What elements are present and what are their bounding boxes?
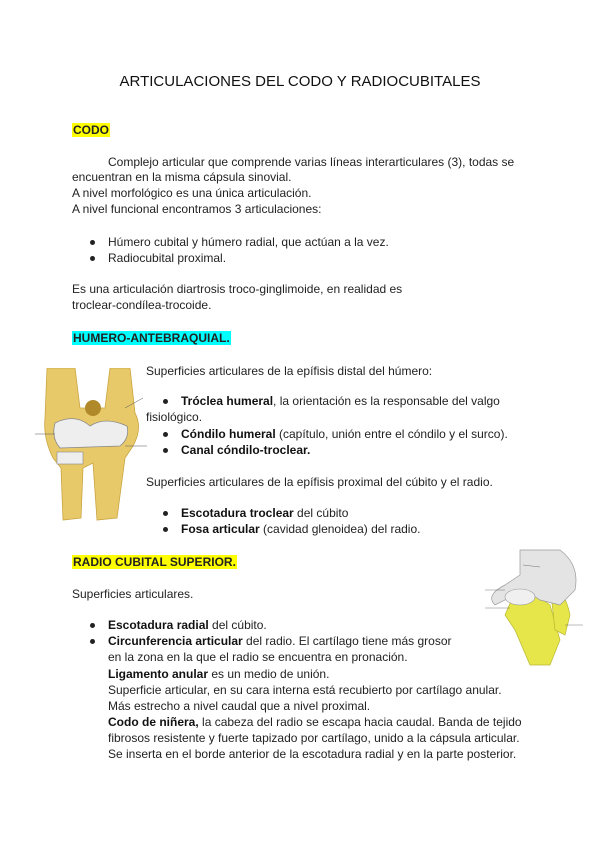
term: Ligamento anular <box>108 667 209 681</box>
term: Circunferencia articular <box>108 634 243 648</box>
paragraph <box>108 667 329 682</box>
term: Cóndilo humeral <box>181 427 276 441</box>
section-heading-humero: HUMERO-ANTEBRAQUIAL. <box>73 331 230 345</box>
paragraph: Superficie articular, en su cara interna está recubierto por cartílago anular. <box>108 683 502 697</box>
list-item-continuation: fisiológico. <box>146 410 203 424</box>
paragraph: A nivel morfológico es una única articulación. <box>72 186 312 200</box>
bullet-icon <box>163 432 168 437</box>
paragraph: Superficies articulares de la epífisis proximal del cúbito y el radio. <box>146 475 493 489</box>
paragraph: encuentran en la misma cápsula sinovial. <box>72 170 292 184</box>
paragraph: Es una articulación diartrosis troco-ginglimoide, en realidad es <box>72 282 403 296</box>
bullet-icon <box>163 511 168 516</box>
bullet-icon <box>163 399 168 404</box>
bullet-icon <box>90 639 95 644</box>
paragraph-text: la cabeza del radio se escapa hacia caudal. Banda de tejido <box>198 715 522 729</box>
paragraph: Más estrecho a nivel caudal que a nivel proximal. <box>108 699 371 713</box>
list-item: Húmero cubital y húmero radial, que actúan a la vez. <box>108 235 389 249</box>
list-item: Radiocubital proximal. <box>108 251 227 265</box>
list-item-text: , la orientación es la responsable del valgo <box>273 394 500 408</box>
term: Escotadura troclear <box>181 506 294 520</box>
paragraph-text: es un medio de unión. <box>208 667 330 681</box>
list-item <box>181 506 348 521</box>
page-title: ARTICULACIONES DEL CODO Y RADIOCUBITALES <box>119 73 481 90</box>
list-item <box>181 443 310 458</box>
bullet-icon <box>163 527 168 532</box>
term: Escotadura radial <box>108 618 209 632</box>
bullet-icon <box>163 448 168 453</box>
list-item-text: (cavidad glenoidea) del radio. <box>259 522 421 536</box>
elbow-anatomy-figure <box>35 368 147 526</box>
section-heading-codo: CODO <box>73 123 109 137</box>
paragraph <box>108 715 522 730</box>
section-heading-radio: RADIO CUBITAL SUPERIOR. <box>73 555 236 569</box>
paragraph: fibrosos resistente y fuerte tapizado por cartílago, unido a la cápsula articular. <box>108 731 520 745</box>
term: Canal cóndilo-troclear. <box>181 443 311 457</box>
bullet-icon <box>90 623 95 628</box>
paragraph: Superficies articulares de la epífisis distal del húmero: <box>146 364 433 378</box>
paragraph: Se inserta en el borde anterior de la escotadura radial y en la parte posterior. <box>108 747 517 761</box>
radioulnar-anatomy-figure <box>465 545 600 667</box>
bullet-icon <box>90 240 95 245</box>
list-item <box>181 427 508 442</box>
list-item-text: del radio. El cartílago tiene más grosor <box>242 634 452 648</box>
paragraph: Complejo articular que comprende varias líneas interarticulares (3), todas se <box>108 155 515 169</box>
paragraph: en la zona en la que el radio se encuentra en pronación. <box>108 650 408 664</box>
list-item <box>108 634 452 649</box>
list-item-text: del cúbito <box>293 506 349 520</box>
list-item-text: (capítulo, unión entre el cóndilo y el surco). <box>275 427 508 441</box>
list-item <box>181 394 500 409</box>
term: Fosa articular <box>181 522 260 536</box>
paragraph: A nivel funcional encontramos 3 articulaciones: <box>72 202 322 216</box>
paragraph: troclear-condílea-trocoide. <box>72 298 212 312</box>
list-item <box>181 522 420 537</box>
list-item-text: del cúbito. <box>208 618 267 632</box>
list-item <box>108 618 267 633</box>
bullet-icon <box>90 256 95 261</box>
term: Tróclea humeral <box>181 394 274 408</box>
paragraph: Superficies articulares. <box>72 587 194 601</box>
term: Codo de niñera, <box>108 715 199 729</box>
